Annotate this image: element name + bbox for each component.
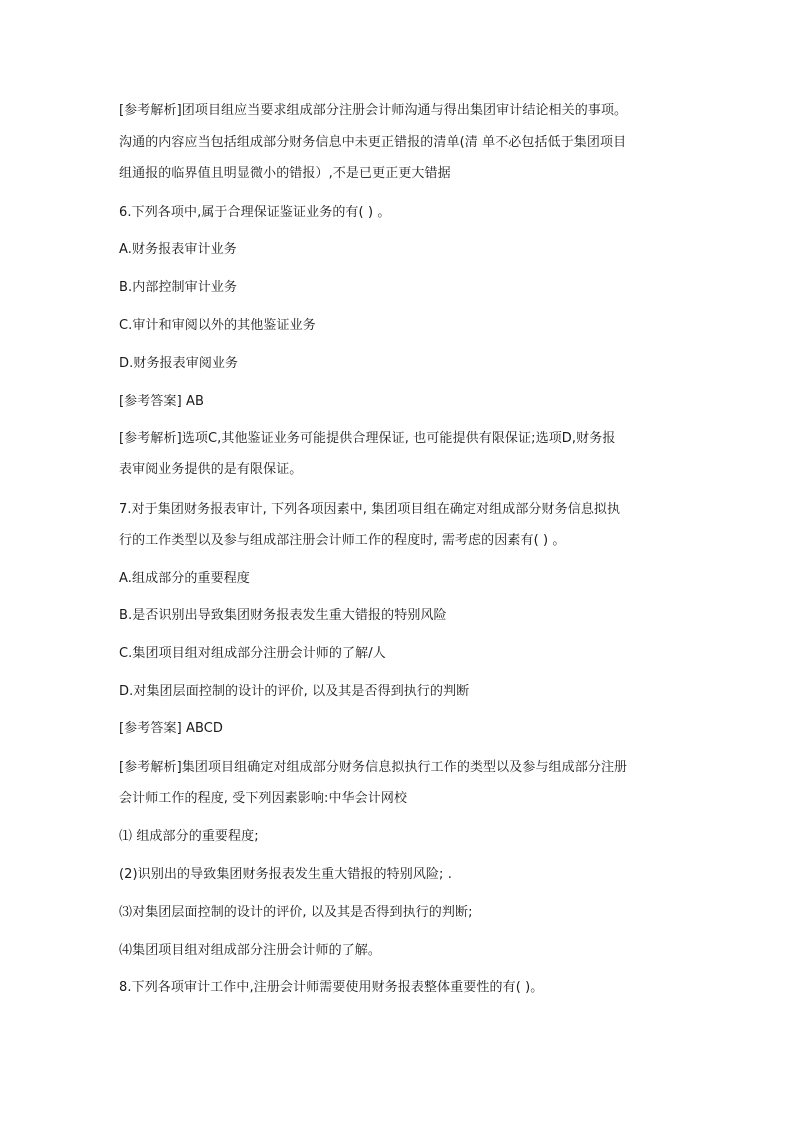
option-c: C.审计和审阅以外的其他鉴证业务 bbox=[119, 318, 316, 333]
reference-explanation-line: [参考解析]集团项目组确定对组成部分财务信息拟执行工作的类型以及参与组成部分注册 bbox=[119, 760, 628, 775]
paragraph-line: 沟通的内容应当包括组成部分财务信息中未更正错报的清单(清 单不必包括低于集团项目 bbox=[119, 135, 627, 150]
option-a: A.组成部分的重要程度 bbox=[119, 571, 250, 586]
list-item: (2)识别出的导致集团财务报表发生重大错报的特别风险; . bbox=[119, 867, 452, 882]
option-d: D.对集团层面控制的设计的评价, 以及其是否得到执行的判断 bbox=[119, 684, 470, 699]
option-b: B.是否识别出导致集团财务报表发生重大错报的特别风险 bbox=[119, 608, 447, 623]
list-item: ⑷集团项目组对组成部分注册会计师的了解。 bbox=[119, 943, 382, 958]
paragraph-line: 组通报的临界值且明显微小的错报）,不是已更正更大错据 bbox=[119, 166, 451, 181]
reference-answer: [参考答案] AB bbox=[119, 394, 204, 409]
reference-explanation-line: 会计师工作的程度, 受下列因素影响:中华会计网校 bbox=[119, 791, 408, 806]
list-item: ⑶对集团层面控制的设计的评价, 以及其是否得到执行的判断; bbox=[119, 905, 473, 920]
option-b: B.内部控制审计业务 bbox=[119, 280, 238, 295]
question-7-line: 7.对于集团财务报表审计, 下列各项因素中, 集团项目组在确定对组成部分财务信息拟执 bbox=[119, 502, 621, 517]
option-d: D.财务报表审阅业务 bbox=[119, 356, 239, 371]
reference-answer: [参考答案] ABCD bbox=[119, 721, 224, 736]
list-item: ⑴ 组成部分的重要程度; bbox=[119, 829, 259, 844]
question-7-line: 行的工作类型以及参与组成部注册会计师工作的程度时, 需考虑的因素有( ) 。 bbox=[119, 533, 566, 548]
reference-explanation-line: [参考解析]选项C,其他鉴证业务可能提供合理保证, 也可能提供有限保证;选项D,财务报 bbox=[119, 431, 616, 446]
option-a: A.财务报表审计业务 bbox=[119, 242, 237, 257]
paragraph-line: [参考解析]团项目组应当要求组成部分注册会计师沟通与得出集团审计结论相关的事项。 bbox=[119, 103, 628, 118]
question-6: 6.下列各项中,属于合理保证鉴证业务的有( ) 。 bbox=[119, 205, 391, 220]
question-8: 8.下列各项审计工作中,注册会计师需要使用财务报表整体重要性的有( )。 bbox=[119, 980, 544, 995]
reference-explanation-line: 表审阅业务提供的是有限保证。 bbox=[119, 462, 303, 477]
option-c: C.集团项目组对组成部分注册会计师的了解/人 bbox=[119, 646, 386, 661]
